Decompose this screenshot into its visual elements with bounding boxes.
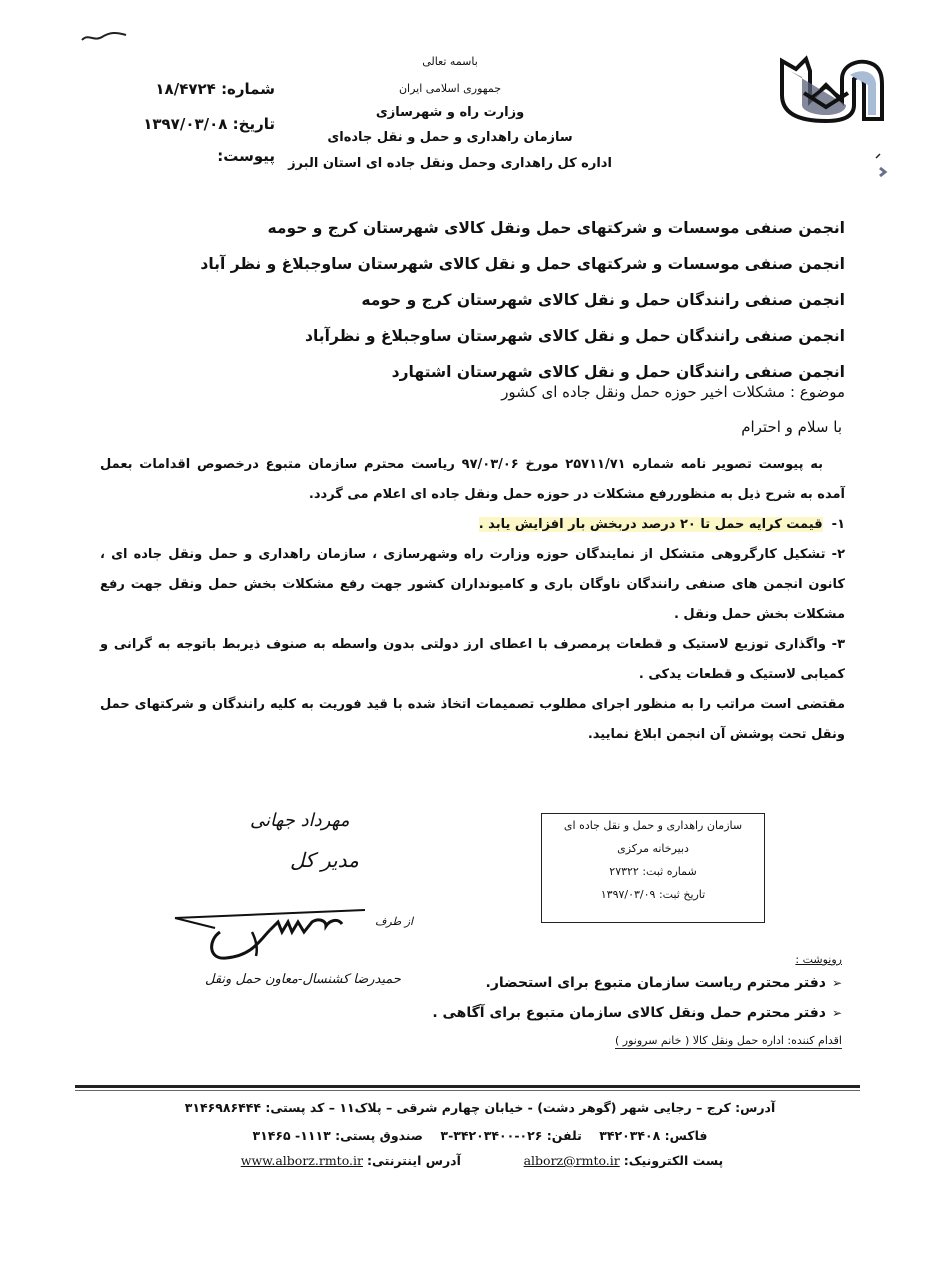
stamp-org: سازمان راهداری و حمل و نقل جاده ای xyxy=(563,819,743,832)
item-text: واگذاری توزیع لاستیک و قطعات پرمصرف با اعطای ارز دولتی بدون واسطه به صنوف ذیربط باتوجه به گرانی و کمیابی لاستیک و قطعات یدکی . xyxy=(100,637,845,682)
cc-item-text: دفتر محترم ریاست سازمان متبوع برای استحضار. xyxy=(485,975,826,991)
date-label: تاریخ: xyxy=(232,115,275,133)
recipients-list xyxy=(200,210,845,390)
subject-line: موضوع : مشکلات اخیر حوزه حمل ونقل جاده ای کشور xyxy=(501,383,845,401)
signer-name: حمیدرضا کشنسال-معاون حمل ونقل xyxy=(205,972,401,987)
intro-paragraph: به پیوست تصویر نامه شماره ۲۵۷۱۱/۷۱ مورخ ۹۷/۰۳/۰۶ ریاست محترم سازمان متبوع درخصوص اقدامات بعمل آمده به شرح ذیل به منظوررفع مشکلات در حوزه حمل ونقل جاده ای اعلام می گردد. xyxy=(100,457,845,502)
organization-name: سازمان راهداری و حمل و نقل جاده‌ای xyxy=(327,130,573,145)
reg-number-label: شماره ثبت: xyxy=(642,865,697,878)
stamp-reg-date xyxy=(542,883,764,906)
arrow-bullet-icon: ➢ xyxy=(831,1006,842,1020)
country-name: جمهوری اسلامی ایران xyxy=(398,82,502,95)
list-item xyxy=(100,540,845,630)
rmto-logo-icon xyxy=(778,55,886,125)
list-item xyxy=(100,510,845,540)
item-number: ۳- xyxy=(831,637,845,652)
recipient: انجمن صنفی موسسات و شرکتهای حمل و نقل کالای شهرستان ساوجبلاغ و نظر آباد xyxy=(200,255,845,273)
date-value: ۱۳۹۷/۰۳/۰۸ xyxy=(143,115,228,133)
stamp-office: دبیرخانه مرکزی xyxy=(617,842,689,855)
letter-number xyxy=(155,80,275,98)
fax-value: ۳۴۲۰۳۴۰۸ xyxy=(599,1128,661,1143)
pobox-value: ۱۱۱۳- ۳۱۴۶۵ xyxy=(252,1128,331,1143)
item-number: ۱- xyxy=(831,517,845,532)
signatory-title: مدیر کل xyxy=(290,848,359,872)
list-item xyxy=(100,630,845,690)
item-number: ۲- xyxy=(831,547,845,562)
arrow-bullet-icon: ➢ xyxy=(831,976,842,990)
scan-mark xyxy=(868,146,898,186)
reg-date-label: تاریخ ثبت: xyxy=(658,888,706,901)
web-label: آدرس اینترنتی: xyxy=(366,1153,461,1168)
closing-paragraph: مقتضی است مراتب را به منظور اجرای مطلوب تصمیمات اتخاذ شده با قید فوریت به کلیه رانندگان و شرکتهای حمل ونقل تحت پوشش آن انجمن ابلاغ نمایید. xyxy=(100,697,845,742)
cc-heading: رونوشت : xyxy=(795,953,842,966)
stamp-reg-number xyxy=(542,860,764,883)
invocation: باسمه تعالی xyxy=(422,55,478,68)
recipient: انجمن صنفی رانندگان حمل و نقل کالای شهرستان کرج و حومه xyxy=(361,291,845,309)
reg-number-value: ۲۷۳۲۲ xyxy=(609,865,639,878)
on-behalf-label: از طرف xyxy=(375,915,414,928)
number-label: شماره: xyxy=(221,80,275,98)
website-link[interactable]: www.alborz.rmto.ir xyxy=(240,1153,363,1168)
attachment xyxy=(217,147,275,165)
action-label: اقدام کننده: xyxy=(787,1034,842,1047)
footer-address: آدرس: کرج – رجایی شهر (گوهر دشت) - خیابان چهارم شرقی – پلاک۱۱ – کد پستی: ۳۱۴۶۹۸۶۴۴۴ xyxy=(184,1100,776,1115)
letter-date xyxy=(143,115,275,133)
footer-divider xyxy=(75,1085,860,1088)
letter-body xyxy=(100,450,845,750)
footer-online xyxy=(160,1153,800,1168)
pen-scratch-mark xyxy=(80,30,130,44)
item-text-highlighted: قیمت کرایه حمل تا ۲۰ درصد دربخش بار افزایش یابد . xyxy=(478,517,823,532)
reg-date-value: ۱۳۹۷/۰۳/۰۹ xyxy=(600,888,656,901)
department-name: اداره کل راهداری وحمل ونقل جاده ای استان البرز xyxy=(288,156,612,171)
pobox-label: صندوق پستی: xyxy=(335,1128,423,1143)
recipient: انجمن صنفی موسسات و شرکتهای حمل ونقل کالای شهرستان کرج و حومه xyxy=(267,219,845,237)
footer-divider-thin xyxy=(75,1090,860,1091)
fax-label: فاکس: xyxy=(664,1128,708,1143)
phone-label: تلفن: xyxy=(546,1128,582,1143)
recipient: انجمن صنفی رانندگان حمل و نقل کالای شهرستان ساوجبلاغ و نظرآباد xyxy=(305,327,845,345)
cc-item xyxy=(486,975,842,991)
email-label: پست الکترونیک: xyxy=(623,1153,724,1168)
signatory-name: مهرداد جهانی xyxy=(250,810,350,831)
cc-item-text: دفتر محترم حمل ونقل کالای سازمان متبوع برای آگاهی . xyxy=(432,1005,826,1021)
ministry-name: وزارت راه و شهرسازی xyxy=(375,105,525,120)
greeting: با سلام و احترام xyxy=(741,418,842,436)
attachment-label: پیوست: xyxy=(217,147,275,165)
phone-value: ۰۲۶-۳۴۲۰۳۴۰۰-۳ xyxy=(440,1128,543,1143)
action-by xyxy=(615,1034,842,1049)
recipient: انجمن صنفی رانندگان حمل و نقل کالای شهرستان اشتهارد xyxy=(391,363,845,381)
footer-contacts xyxy=(160,1128,800,1143)
email-link[interactable]: alborz@rmto.ir xyxy=(523,1153,620,1168)
cc-item xyxy=(432,1005,842,1021)
action-value: اداره حمل ونقل کالا ( خانم سرونور ) xyxy=(614,1034,784,1047)
item-text: تشکیل کارگروهی متشکل از نمایندگان حوزه وزارت راه وشهرسازی ، سازمان راهداری و حمل ونقل جاده ای ، کانون انجمن های صنفی رانندگان ناوگان باری و کامیونداران کشور جهت رفع مشکلات بخش حمل ونقل جهت رفع مشکلات بخش حمل ونقل . xyxy=(100,547,845,622)
number-value: ۱۸/۴۷۲۴ xyxy=(155,80,216,98)
registry-stamp xyxy=(541,813,765,923)
